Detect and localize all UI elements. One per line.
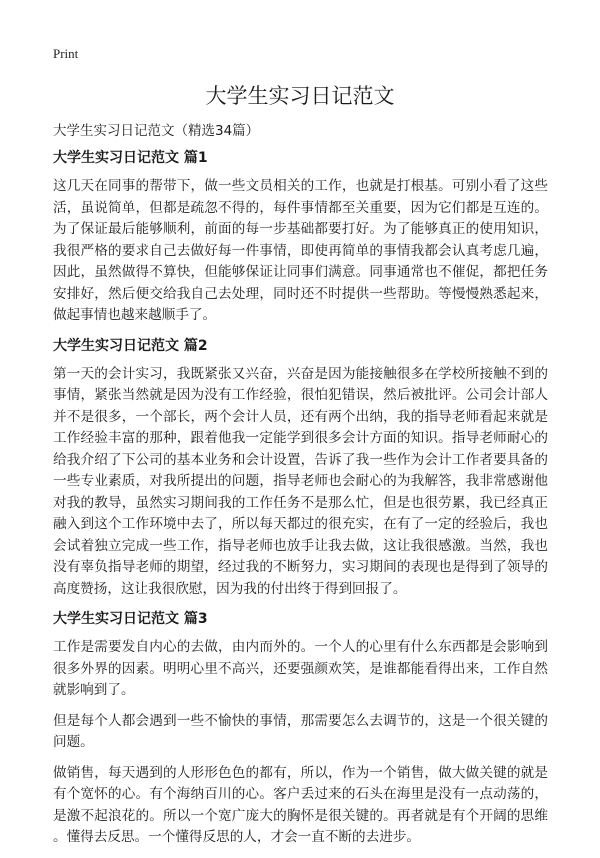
text-line: 很多外界的因素。明明心里不高兴，还要强颜欢笑，是谁都能看得出来，工作自然: [53, 660, 548, 677]
text-line: 这几天在同事的帮带下，做一些文员相关的工作，也就是打根基。可别小看了这些: [53, 178, 548, 194]
text-line: 为了保证最后能够顺利，前面的每一步基础都要打好。为了能够真正的使用知识，: [53, 221, 548, 237]
print-link[interactable]: Print: [53, 46, 79, 61]
text-line: 一些专业素质，对我所提出的问题，指导老师也会耐心的为我解答，我非常感谢他: [53, 473, 548, 489]
text-line: 工作经验丰富的那种，跟着他我一定能学到很多会计方面的知识。指导老师耐心的: [53, 430, 548, 446]
text-line: 给我介绍了下公司的基本业务和会计设置，告诉了我一些作为会计工作者要具备的: [53, 451, 548, 468]
text-line: 融入到这个工作环境中去了，所以每天都过的很充实，在有了一定的经验后，我也: [53, 516, 548, 532]
section-heading: 大学生实习日记范文 篇1: [53, 150, 208, 166]
section-heading: 大学生实习日记范文 篇3: [53, 611, 208, 627]
section-3: [53, 609, 548, 849]
text-line: 但是每个人都会遇到一些不愉快的事情，那需要怎么去调节的，这是一个很关键的: [53, 712, 548, 729]
section-1: [53, 148, 548, 327]
text-line: 就影响到了。: [53, 682, 135, 698]
text-line: 并不是很多，一个部长，两个会计人员，还有两个出纳，我的指导老师看起来就是: [53, 408, 548, 425]
section-2: [53, 336, 548, 601]
text-line: 活，虽说简单，但都是疏忽不得的，每件事情都至关重要，因为它们都是互连的。: [53, 199, 548, 216]
text-line: 对我的教导，虽然实习期间我的工作任务不是那么忙，但是也很劳累，我已经真正: [53, 494, 548, 511]
paragraph: [53, 711, 548, 754]
article-body: [53, 148, 548, 858]
document-subtitle: 大学生实习日记范文（精选34篇）: [53, 123, 260, 139]
text-line: 有个宽怀的心。有个海纳百川的心。客户丢过来的石头在海里是没有一点动荡的，: [53, 786, 548, 802]
text-line: 问题。: [53, 734, 94, 750]
text-line: 事情，紧张当然就是因为没有工作经验，很怕犯错误，然后被批评。公司会计部人: [53, 387, 548, 403]
text-line: 我很严格的要求自己去做好每一件事情，即使再简单的事情我都会认真考虑几遍，: [53, 242, 548, 259]
paragraph: [53, 364, 548, 601]
text-line: 安排好，然后便交给我自己去处理，同时还不时提供一些帮助。等慢慢熟悉起来，: [53, 285, 548, 302]
section-heading: 大学生实习日记范文 篇2: [53, 337, 208, 354]
text-line: 是激不起浪花的。所以一个宽广庞大的胸怀是很关键的。再者就是有个开阔的思维: [53, 807, 548, 824]
text-line: 会试着独立完成一些工作，指导老师也放手让我去做，这让我很感激。当然，我也: [53, 537, 548, 554]
text-line: 。懂得去反思。一个懂得反思的人，才会一直不断的去进步。: [53, 829, 421, 845]
text-line: 第一天的会计实习，我既紧张又兴奋，兴奋是因为能接触很多在学校所接触不到的: [53, 365, 548, 382]
text-line: 工作是需要发自内心的去做，由内而外的。一个人的心里有什么东西都是会影响到: [53, 639, 548, 655]
paragraph: [53, 176, 548, 327]
text-line: 做销售，每天遇到的人形形色色的都有，所以，作为一个销售，做大做关键的就是: [53, 764, 548, 781]
text-line: 因此，虽然做得不算快，但能够保证让同事们满意。同事通常也不催促，都把任务: [53, 264, 548, 280]
text-line: 做起事情也越来越顺手了。: [53, 307, 217, 323]
page-title: 大学生实习日记范文: [205, 84, 395, 108]
text-line: 没有辜负指导老师的期望，经过我的不断努力，实习期间的表现也是得到了领导的: [53, 559, 548, 575]
paragraph: [53, 637, 548, 702]
paragraph: [53, 763, 548, 849]
text-line: 高度赞扬，这让我很欣慰，因为我的付出终于得到回报了。: [53, 580, 407, 597]
